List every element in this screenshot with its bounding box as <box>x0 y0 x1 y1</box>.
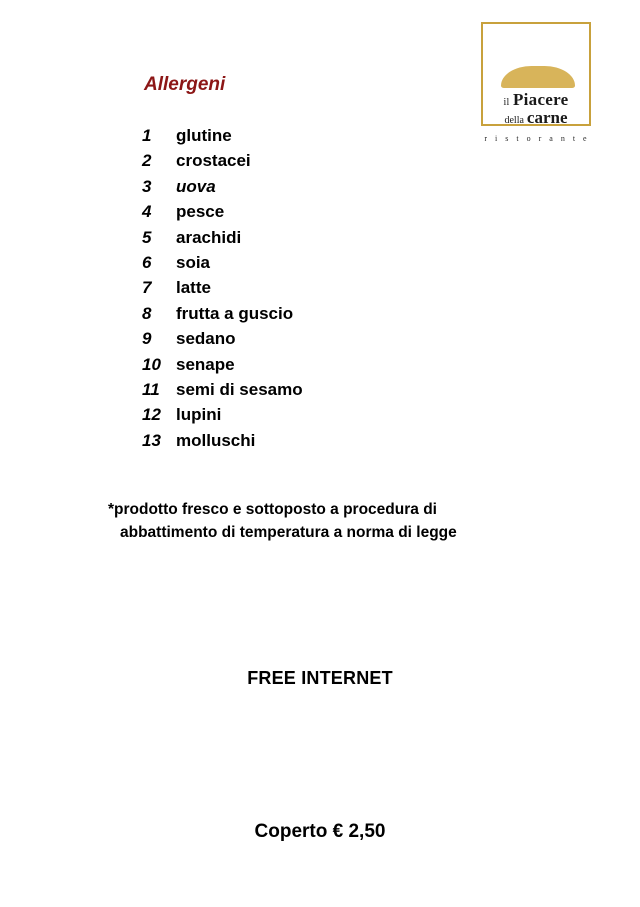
allergen-name: soia <box>176 252 211 272</box>
allergen-number: 9 <box>142 329 152 349</box>
allergen-name: frutta a guscio <box>176 303 294 323</box>
allergen-number: 1 <box>142 126 152 145</box>
allergen-number: 2 <box>142 151 152 171</box>
list-item <box>142 228 442 253</box>
logo-word-della: della <box>504 115 524 126</box>
list-item <box>142 304 442 329</box>
allergen-number: 3 <box>142 176 152 196</box>
allergen-number: 10 <box>142 354 161 374</box>
allergen-name: sedano <box>176 329 236 349</box>
list-item <box>142 126 442 151</box>
allergen-name: molluschi <box>176 430 256 450</box>
allergen-name: crostacei <box>176 151 251 171</box>
logo-name-line-2 <box>483 108 589 128</box>
list-item <box>142 177 442 202</box>
list-item <box>142 405 442 430</box>
logo-word-piacere: Piacere <box>512 90 569 109</box>
list-item <box>142 253 442 278</box>
list-item <box>142 431 442 456</box>
allergen-name: glutine <box>176 126 232 145</box>
allergen-number: 4 <box>142 202 152 222</box>
note-line-2: abbattimento di temperatura a norma di legge <box>120 524 457 542</box>
allergen-number: 6 <box>142 252 152 272</box>
allergen-number: 8 <box>142 303 152 323</box>
allergeni-title: Allergeni <box>144 74 226 95</box>
list-item <box>142 202 442 227</box>
logo-word-carne: carne <box>526 108 568 127</box>
allergen-number: 11 <box>142 379 160 399</box>
allergen-name: lupini <box>176 405 222 425</box>
restaurant-logo <box>481 22 593 143</box>
allergen-name: senape <box>176 354 235 374</box>
logo-word-il: il <box>503 97 510 108</box>
logo-frame <box>481 22 591 126</box>
logo-name-line-1 <box>483 90 589 110</box>
list-item <box>142 355 442 380</box>
list-item <box>142 329 442 354</box>
allergen-name: arachidi <box>176 227 242 247</box>
allergen-name: latte <box>176 278 211 298</box>
allergen-number: 7 <box>142 278 152 298</box>
logo-caption: r i s t o r a n t e <box>484 134 590 143</box>
list-item <box>142 380 442 405</box>
allergeni-list <box>142 126 442 456</box>
allergen-name: uova <box>176 176 216 196</box>
cover-charge-text: Coperto € 2,50 <box>254 821 386 842</box>
fresh-product-note <box>108 498 538 545</box>
meat-cut-shape-icon <box>501 66 575 88</box>
allergen-number: 13 <box>142 430 161 450</box>
note-line-1: *prodotto fresco e sottoposto a procedura di <box>108 501 437 518</box>
list-item <box>142 278 442 303</box>
allergen-number: 12 <box>142 405 161 425</box>
allergen-name: pesce <box>176 202 225 222</box>
allergen-name: semi di sesamo <box>176 379 303 399</box>
allergen-number: 5 <box>142 227 152 247</box>
list-item <box>142 151 442 176</box>
free-internet-text: FREE INTERNET <box>247 668 393 688</box>
